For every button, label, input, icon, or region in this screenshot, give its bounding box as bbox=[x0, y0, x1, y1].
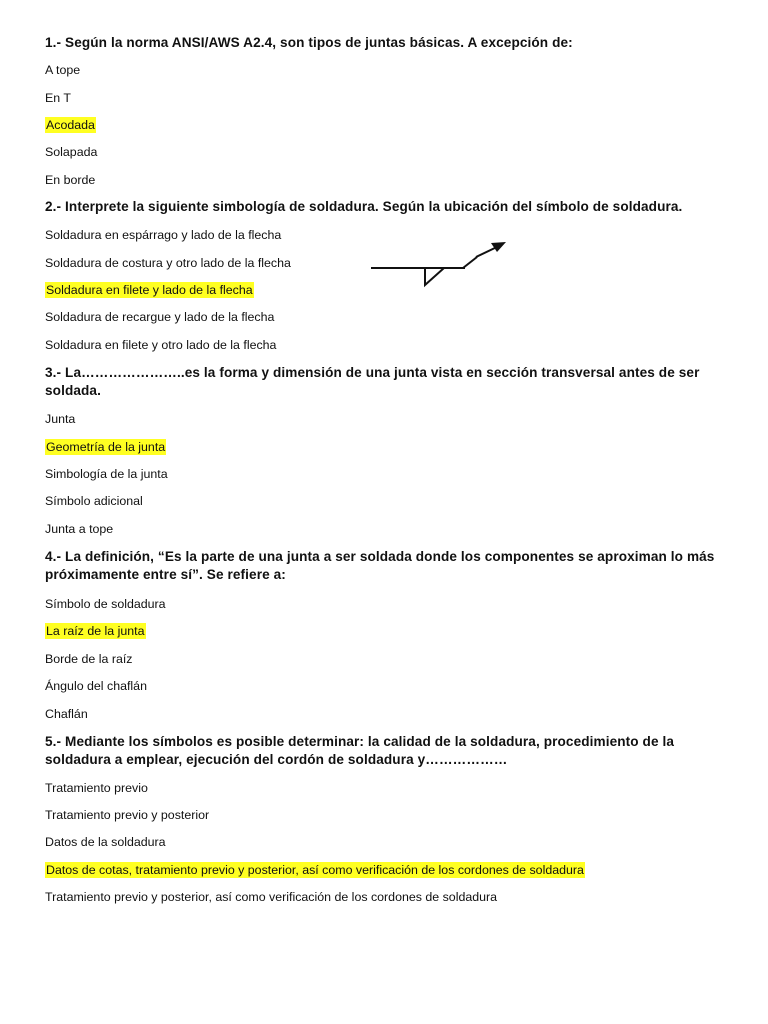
q1-option-b: En T bbox=[45, 91, 71, 105]
q1-option-e: En borde bbox=[45, 173, 96, 187]
q5-option-a: Tratamiento previo bbox=[45, 781, 148, 795]
q1-option-d: Solapada bbox=[45, 145, 98, 159]
question-3: 3.- La…………………..es la forma y dimensión de una junta vista en sección transversal antes de ser soldada. bbox=[45, 365, 700, 398]
q5-option-d-answer bbox=[45, 862, 585, 878]
q3-option-c: Simbología de la junta bbox=[45, 467, 168, 481]
answer-highlight: La raíz de la junta bbox=[46, 624, 145, 638]
q1-option-c-answer bbox=[45, 117, 96, 133]
answer-highlight: Soldadura en filete y lado de la flecha bbox=[46, 283, 253, 297]
welding-symbol-diagram bbox=[368, 236, 513, 292]
answer-highlight: Geometría de la junta bbox=[46, 440, 166, 454]
q4-option-b-answer bbox=[45, 623, 146, 639]
q4-option-a: Símbolo de soldadura bbox=[45, 597, 166, 611]
q1-option-a: A tope bbox=[45, 63, 81, 77]
answer-highlight: Acodada bbox=[46, 118, 95, 132]
q5-option-e: Tratamiento previo y posterior, así como verificación de los cordones de soldadura bbox=[45, 890, 498, 904]
q3-option-b-answer bbox=[45, 439, 166, 455]
q2-option-e: Soldadura en filete y otro lado de la flecha bbox=[45, 338, 277, 352]
q2-option-a: Soldadura en espárrago y lado de la flecha bbox=[45, 228, 282, 242]
fillet-weld-symbol bbox=[425, 268, 444, 285]
question-1: 1.- Según la norma ANSI/AWS A2.4, son tipos de juntas básicas. A excepción de: bbox=[45, 35, 573, 50]
q3-option-e: Junta a tope bbox=[45, 522, 114, 536]
answer-highlight: Datos de cotas, tratamiento previo y posterior, así como verificación de los cordones de soldadura bbox=[46, 863, 584, 877]
q5-option-b: Tratamiento previo y posterior bbox=[45, 808, 210, 822]
q4-option-d: Ángulo del chaflán bbox=[45, 679, 147, 693]
q4-option-e: Chaflán bbox=[45, 707, 88, 721]
q4-option-c: Borde de la raíz bbox=[45, 652, 133, 666]
q2-option-d: Soldadura de recargue y lado de la flecha bbox=[45, 310, 275, 324]
q5-option-c: Datos de la soldadura bbox=[45, 835, 166, 849]
question-2: 2.- Interprete la siguiente simbología de soldadura. Según la ubicación del símbolo de soldadura. bbox=[45, 199, 683, 214]
question-4: 4.- La definición, “Es la parte de una junta a ser soldada donde los componentes se aproximan lo más próximamente entre sí”. Se refiere a: bbox=[45, 549, 715, 582]
q3-option-a: Junta bbox=[45, 412, 76, 426]
arrow-head-icon bbox=[491, 242, 506, 252]
q2-option-b: Soldadura de costura y otro lado de la flecha bbox=[45, 256, 291, 270]
arrow-shaft bbox=[463, 257, 477, 268]
question-5: 5.- Mediante los símbolos es posible determinar: la calidad de la soldadura, procedimiento de la soldadura a emplear, ejecución del cordón de soldadura y……………… bbox=[45, 734, 675, 767]
q2-option-c-answer bbox=[45, 282, 254, 298]
q3-option-d: Símbolo adicional bbox=[45, 494, 143, 508]
